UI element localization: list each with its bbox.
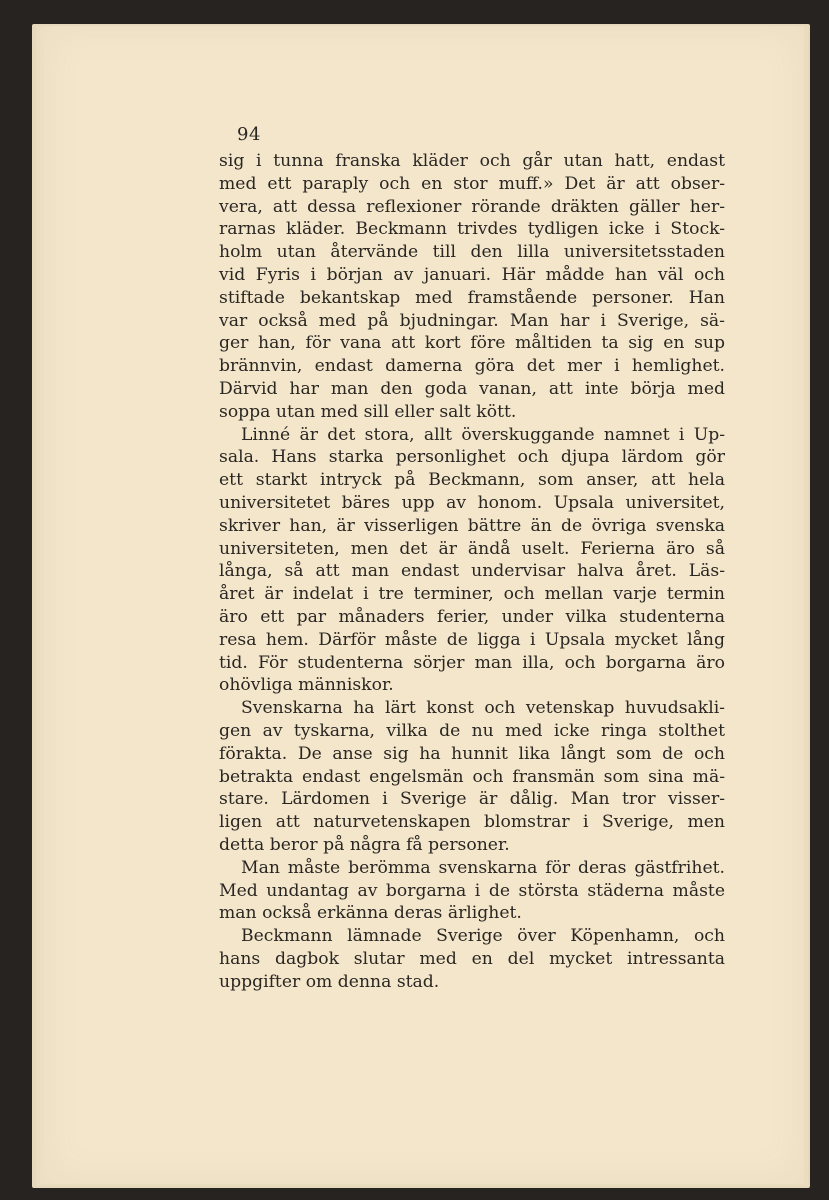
text-line: betrakta endast engelsmän och fransmän som sina mä-	[219, 766, 725, 787]
text-line: året är indelat i tre terminer, och mellan varje termin	[219, 584, 725, 605]
body-text	[219, 150, 725, 993]
page-number: 94	[237, 124, 261, 145]
text-line: Man måste berömma svenskarna för deras gästfrihet.	[241, 857, 725, 878]
paragraph	[219, 424, 725, 698]
text-line: uppgifter om denna stad.	[219, 971, 440, 992]
text-line: gen av tyskarna, vilka de nu med icke ringa stolthet	[219, 720, 725, 741]
text-line: universiteten, men det är ändå uselt. Ferierna äro så	[219, 538, 725, 559]
text-line: universitetet bäres upp av honom. Upsala universitet,	[219, 492, 725, 513]
paragraph	[219, 150, 725, 424]
paragraph	[219, 697, 725, 857]
text-line: sala. Hans starka personlighet och djupa lärdom gör	[219, 447, 725, 468]
text-line: långa, så att man endast undervisar halva året. Läs-	[219, 561, 725, 582]
text-line: vera, att dessa reflexioner rörande dräkten gäller her-	[219, 196, 725, 217]
text-line: Beckmann lämnade Sverige över Köpenhamn, och	[241, 926, 725, 947]
text-line: detta beror på några få personer.	[219, 834, 510, 855]
text-line: ligen att naturvetenskapen blomstrar i Sverige, men	[219, 812, 725, 833]
text-line: förakta. De anse sig ha hunnit lika långt som de och	[219, 743, 725, 764]
paragraph	[219, 857, 725, 925]
text-line: rarnas kläder. Beckmann trivdes tydligen icke i Stock-	[219, 219, 725, 240]
text-line: med ett paraply och en stor muff.» Det är att obser-	[219, 173, 725, 194]
text-line: stare. Lärdomen i Sverige är dålig. Man tror visser-	[219, 789, 725, 810]
text-line: brännvin, endast damerna göra det mer i hemlighet.	[219, 356, 725, 377]
paragraph	[219, 925, 725, 993]
text-line: var också med på bjudningar. Man har i Sverige, sä-	[219, 310, 725, 331]
text-line: Därvid har man den goda vanan, att inte börja med	[219, 378, 725, 399]
text-line: skriver han, är visserligen bättre än de övriga svenska	[219, 515, 725, 536]
text-line: sig i tunna franska kläder och går utan hatt, endast	[219, 151, 725, 171]
text-line: tid. För studenterna sörjer man illa, och borgarna äro	[219, 652, 725, 673]
text-line: holm utan återvände till den lilla universitetsstaden	[219, 242, 725, 263]
text-line: soppa utan med sill eller salt kött.	[219, 401, 517, 422]
text-line: vid Fyris i början av januari. Här mådde han väl och	[219, 264, 725, 285]
text-line: man också erkänna deras ärlighet.	[219, 903, 522, 924]
text-line: ohövliga människor.	[219, 675, 394, 696]
text-line: Linné är det stora, allt överskuggande namnet i Up-	[241, 424, 725, 445]
text-line: stiftade bekantskap med framstående personer. Han	[219, 287, 725, 308]
text-line: Svenskarna ha lärt konst och vetenskap huvudsakli-	[241, 698, 725, 719]
text-line: resa hem. Därför måste de ligga i Upsala mycket lång	[219, 629, 725, 650]
text-line: Med undantag av borgarna i de största städerna måste	[219, 880, 725, 901]
text-line: ger han, för vana att kort före måltiden ta sig en sup	[219, 333, 725, 354]
text-line: ett starkt intryck på Beckmann, som anser, att hela	[219, 470, 725, 491]
text-line: äro ett par månaders ferier, under vilka studenterna	[219, 606, 725, 627]
text-line: hans dagbok slutar med en del mycket intressanta	[219, 948, 725, 969]
